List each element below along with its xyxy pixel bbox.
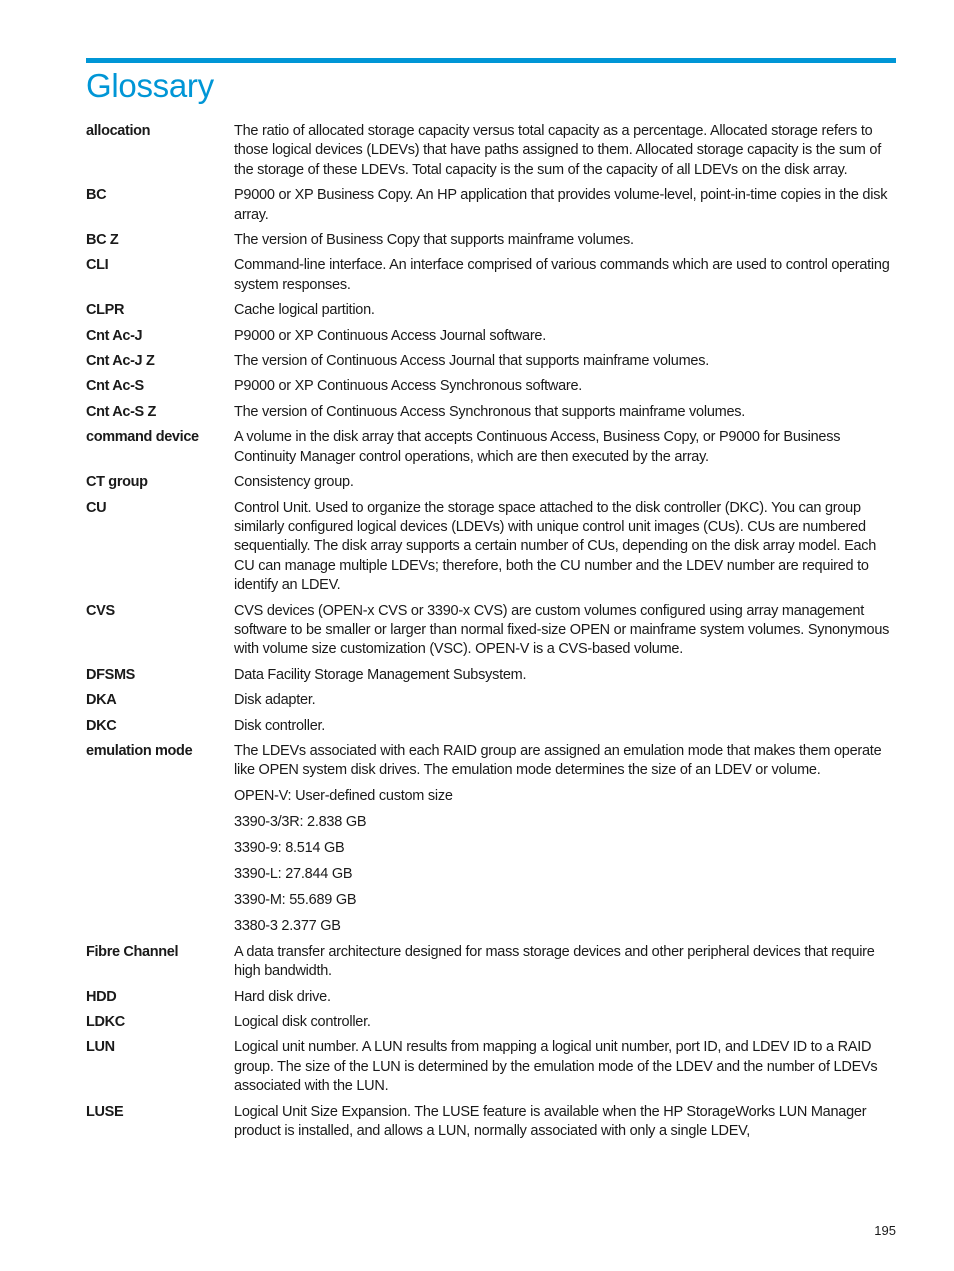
definition-paragraph: 3390-M: 55.689 GB xyxy=(234,892,357,909)
definition-paragraph: P9000 or XP Business Copy. An HP application that provides volume-level, point-in-time copies in the disk array. xyxy=(234,187,888,223)
definition-paragraph: P9000 or XP Continuous Access Journal software. xyxy=(234,327,547,344)
glossary-entry xyxy=(86,186,896,225)
glossary-term: DKA xyxy=(86,692,117,709)
definition-paragraph: A volume in the disk array that accepts Continuous Access, Business Copy, or P9000 for Business Continuity Manager control operations, which are then executed by the array. xyxy=(234,429,841,465)
definition-paragraph: Cache logical partition. xyxy=(234,302,375,319)
glossary-definition xyxy=(234,742,896,937)
glossary-entry xyxy=(86,428,896,467)
glossary-entry xyxy=(86,352,896,371)
glossary-term: LUN xyxy=(86,1039,115,1056)
glossary-definition xyxy=(234,186,896,225)
glossary-definition xyxy=(234,943,896,982)
definition-paragraph: 3380-3 2.377 GB xyxy=(234,918,341,935)
glossary-definition xyxy=(234,403,896,422)
glossary-entry xyxy=(86,691,896,710)
glossary-term: Cnt Ac-S xyxy=(86,378,144,395)
glossary-entry xyxy=(86,666,896,685)
glossary-entry xyxy=(86,1103,896,1142)
glossary-entry xyxy=(86,988,896,1007)
glossary-term: Fibre Channel xyxy=(86,943,179,960)
glossary-term: CLPR xyxy=(86,302,125,319)
glossary-entry xyxy=(86,717,896,736)
glossary-entry xyxy=(86,231,896,250)
definition-paragraph: Hard disk drive. xyxy=(234,988,331,1005)
glossary-term: CVS xyxy=(86,602,115,619)
glossary-term: LDKC xyxy=(86,1014,125,1030)
glossary-term: LUSE xyxy=(86,1103,124,1120)
glossary-definition xyxy=(234,691,896,710)
definition-paragraph: The version of Business Copy that supports mainframe volumes. xyxy=(234,232,634,249)
definition-paragraph: Command-line interface. An interface comprised of various commands which are used to control operating system responses. xyxy=(234,257,890,293)
definition-paragraph: Logical Unit Size Expansion. The LUSE feature is available when the HP StorageWorks LUN Manager product is installed, and allows a LUN, normally associated with only a single LDEV, xyxy=(234,1103,867,1140)
glossary-definition xyxy=(234,301,896,320)
glossary-term: emulation mode xyxy=(86,742,193,759)
glossary-term: DFSMS xyxy=(86,666,136,683)
definition-paragraph: 3390-L: 27.844 GB xyxy=(234,866,353,883)
glossary-entry xyxy=(86,473,896,492)
glossary-definition xyxy=(234,428,896,467)
glossary-entry xyxy=(86,602,896,660)
glossary-entry xyxy=(86,403,896,422)
glossary-term: BC xyxy=(86,187,107,204)
glossary-entry xyxy=(86,122,896,180)
glossary-definition xyxy=(234,666,896,685)
definition-paragraph: The ratio of allocated storage capacity versus total capacity as a percentage. Allocated storage refers to those logical devices (LDEVs) that have paths assigned to them. Allocated storage capacity is the sum of the storage of these LDEVs. Total capacity is the sum of the capacity of all LDEVs on the disk array. xyxy=(234,123,882,178)
glossary-definition xyxy=(234,122,896,180)
glossary-definition xyxy=(234,499,896,596)
definition-paragraph: The version of Continuous Access Journal that supports mainframe volumes. xyxy=(234,353,709,370)
definition-paragraph: Consistency group. xyxy=(234,474,354,491)
glossary-definition xyxy=(234,988,896,1007)
glossary-term: HDD xyxy=(86,988,117,1005)
glossary-list xyxy=(86,122,896,1147)
definition-paragraph: P9000 or XP Continuous Access Synchronous software. xyxy=(234,378,583,395)
definition-paragraph: CVS devices (OPEN-x CVS or 3390-x CVS) are custom volumes configured using array management software to be smaller or larger than normal fixed-size OPEN or mainframe system volumes. Synonymous with volume size customization (VSC). OPEN-V is a CVS-based volume. xyxy=(234,602,890,658)
glossary-definition xyxy=(234,602,896,660)
glossary-term: BC Z xyxy=(86,232,119,249)
glossary-definition xyxy=(234,327,896,346)
definition-paragraph: 3390-3/3R: 2.838 GB xyxy=(234,814,367,831)
page-title: Glossary xyxy=(86,67,214,104)
glossary-definition xyxy=(234,352,896,371)
definition-paragraph: Disk adapter. xyxy=(234,692,316,709)
glossary-entry xyxy=(86,1013,896,1032)
glossary-entry xyxy=(86,256,896,295)
glossary-entry xyxy=(86,377,896,396)
definition-paragraph: The LDEVs associated with each RAID group are assigned an emulation mode that makes them operate like OPEN system disk drives. The emulation mode determines the size of an LDEV or volume. xyxy=(234,742,882,779)
definition-paragraph: OPEN-V: User-defined custom size xyxy=(234,788,453,805)
glossary-entry xyxy=(86,499,896,596)
glossary-definition xyxy=(234,1038,896,1096)
glossary-definition xyxy=(234,1103,896,1142)
glossary-entry xyxy=(86,1038,896,1096)
glossary-term: Cnt Ac-J xyxy=(86,327,143,344)
glossary-term: CLI xyxy=(86,257,109,274)
glossary-term: CT group xyxy=(86,474,148,491)
glossary-definition xyxy=(234,256,896,295)
glossary-definition xyxy=(234,377,896,396)
definition-paragraph: 3390-9: 8.514 GB xyxy=(234,840,345,857)
glossary-definition xyxy=(234,1013,896,1032)
glossary-term: command device xyxy=(86,429,199,446)
glossary-entry xyxy=(86,943,896,982)
definition-paragraph: Logical disk controller. xyxy=(234,1014,371,1030)
glossary-definition xyxy=(234,231,896,250)
definition-paragraph: Logical unit number. A LUN results from mapping a logical unit number, port ID, and LDEV ID to a RAID group. The size of the LUN is determined by the emulation mode of the LDEV and the number of LDEVs associated with the LUN. xyxy=(234,1039,878,1095)
glossary-definition xyxy=(234,473,896,492)
glossary-entry xyxy=(86,301,896,320)
definition-paragraph: The version of Continuous Access Synchronous that supports mainframe volumes. xyxy=(234,403,746,420)
glossary-term: Cnt Ac-J Z xyxy=(86,353,155,370)
definition-paragraph: Control Unit. Used to organize the storage space attached to the disk controller (DKC). You can group similarly configured logical devices (LDEVs) with unique control unit images (CUs). CUs are numbered sequentially. The disk array supports a certain number of CUs, depending on the disk array model. Each CU can manage multiple LDEVs; therefore, both the CU number and the LDEV number are required to identify an LDEV. xyxy=(234,499,877,594)
glossary-term: allocation xyxy=(86,123,151,139)
definition-paragraph: Disk controller. xyxy=(234,717,326,734)
glossary-entry xyxy=(86,327,896,346)
page-number: 195 xyxy=(874,1223,896,1238)
definition-paragraph: A data transfer architecture designed for mass storage devices and other peripheral devices that require high bandwidth. xyxy=(234,943,875,980)
glossary-term: DKC xyxy=(86,717,117,734)
glossary-term: Cnt Ac-S Z xyxy=(86,403,157,420)
glossary-entry xyxy=(86,742,896,937)
glossary-definition xyxy=(234,717,896,736)
definition-paragraph: Data Facility Storage Management Subsystem. xyxy=(234,666,527,683)
glossary-term: CU xyxy=(86,499,107,516)
